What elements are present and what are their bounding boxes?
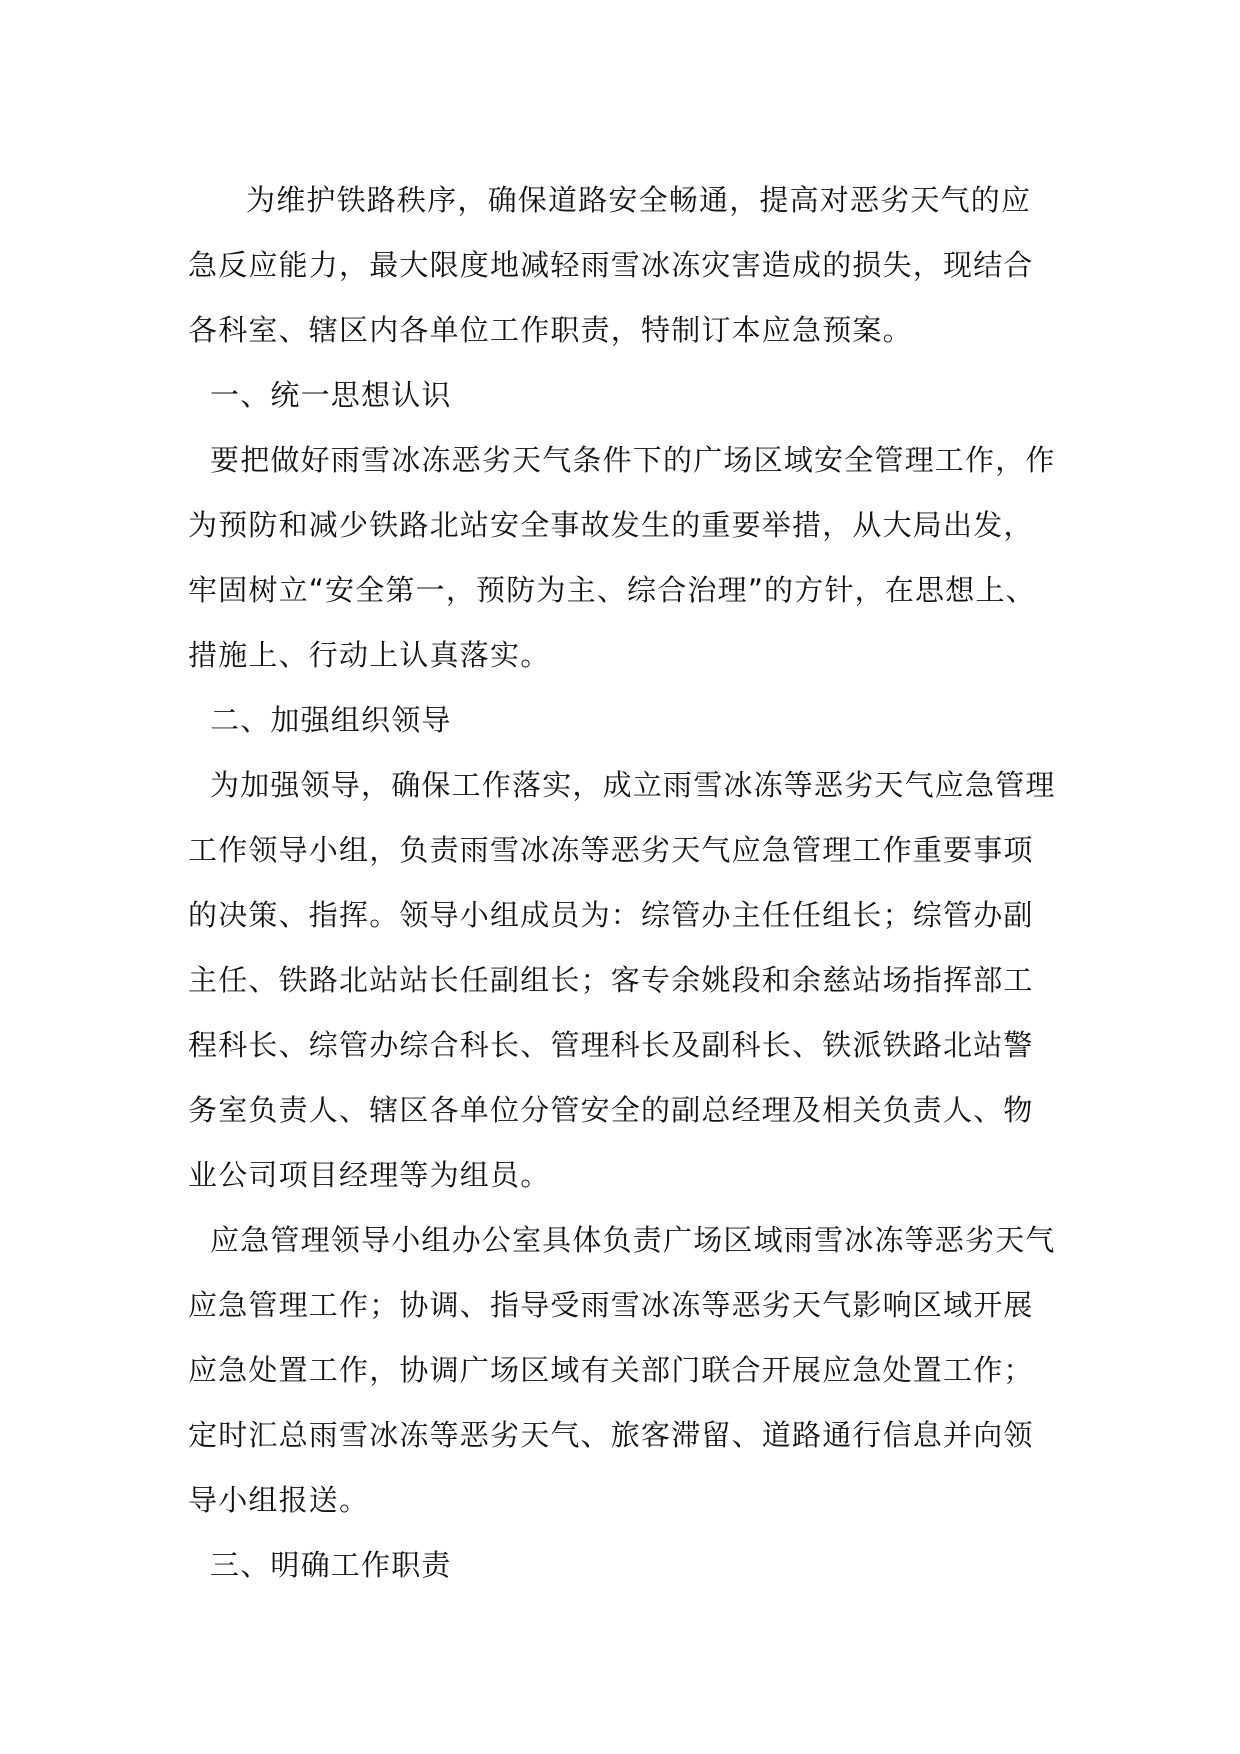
paragraph-office-line: 导小组报送。 — [188, 1483, 370, 1517]
section-heading-2: 二、加强组织领导 — [210, 703, 452, 737]
paragraph-intro-line: 为维护铁路秩序，确保道路安全畅通，提高对恶劣天气的应 — [246, 183, 1032, 217]
paragraph-intro-line: 各科室、辖区内各单位工作职责，特制订本应急预案。 — [188, 313, 913, 347]
paragraph-office-line: 定时汇总雨雪冰冻等恶劣天气、旅客滞留、道路通行信息并向领 — [188, 1418, 1034, 1452]
paragraph-section1-line: 为预防和减少铁路北站安全事故发生的重要举措，从大局出发， — [188, 508, 1034, 542]
paragraph-section2-line: 工作领导小组，负责雨雪冰冻等恶劣天气应急管理工作重要事项 — [188, 833, 1034, 867]
paragraph-section2-line: 的决策、指挥。领导小组成员为：综管办主任任组长；综管办副 — [188, 898, 1034, 932]
section-heading-3: 三、明确工作职责 — [210, 1548, 452, 1582]
paragraph-section2-line: 主任、铁路北站站长任副组长；客专余姚段和余慈站场指挥部工 — [188, 963, 1034, 997]
paragraph-office-line: 应急管理领导小组办公室具体负责广场区域雨雪冰冻等恶劣天气 — [210, 1223, 1056, 1257]
paragraph-section1-line: 措施上、行动上认真落实。 — [188, 638, 551, 672]
paragraph-section1-line: 牢固树立“安全第一，预防为主、综合治理”的方针，在思想上、 — [188, 573, 1036, 607]
paragraph-section2-line: 程科长、综管办综合科长、管理科长及副科长、铁派铁路北站警 — [188, 1028, 1034, 1062]
document-body — [188, 168, 1068, 1598]
paragraph-office-line: 应急处置工作，协调广场区域有关部门联合开展应急处置工作； — [188, 1353, 1034, 1387]
paragraph-section2-line: 业公司项目经理等为组员。 — [188, 1158, 551, 1192]
section-heading-1: 一、统一思想认识 — [210, 378, 452, 412]
paragraph-intro-line: 急反应能力，最大限度地减轻雨雪冰冻灾害造成的损失，现结合 — [188, 248, 1034, 282]
paragraph-section2-line: 为加强领导，确保工作落实，成立雨雪冰冻等恶劣天气应急管理 — [210, 768, 1056, 802]
paragraph-section1-line: 要把做好雨雪冰冻恶劣天气条件下的广场区域安全管理工作，作 — [210, 443, 1056, 477]
paragraph-section2-line: 务室负责人、辖区各单位分管安全的副总经理及相关负责人、物 — [188, 1093, 1034, 1127]
paragraph-office-line: 应急管理工作；协调、指导受雨雪冰冻等恶劣天气影响区域开展 — [188, 1288, 1034, 1322]
